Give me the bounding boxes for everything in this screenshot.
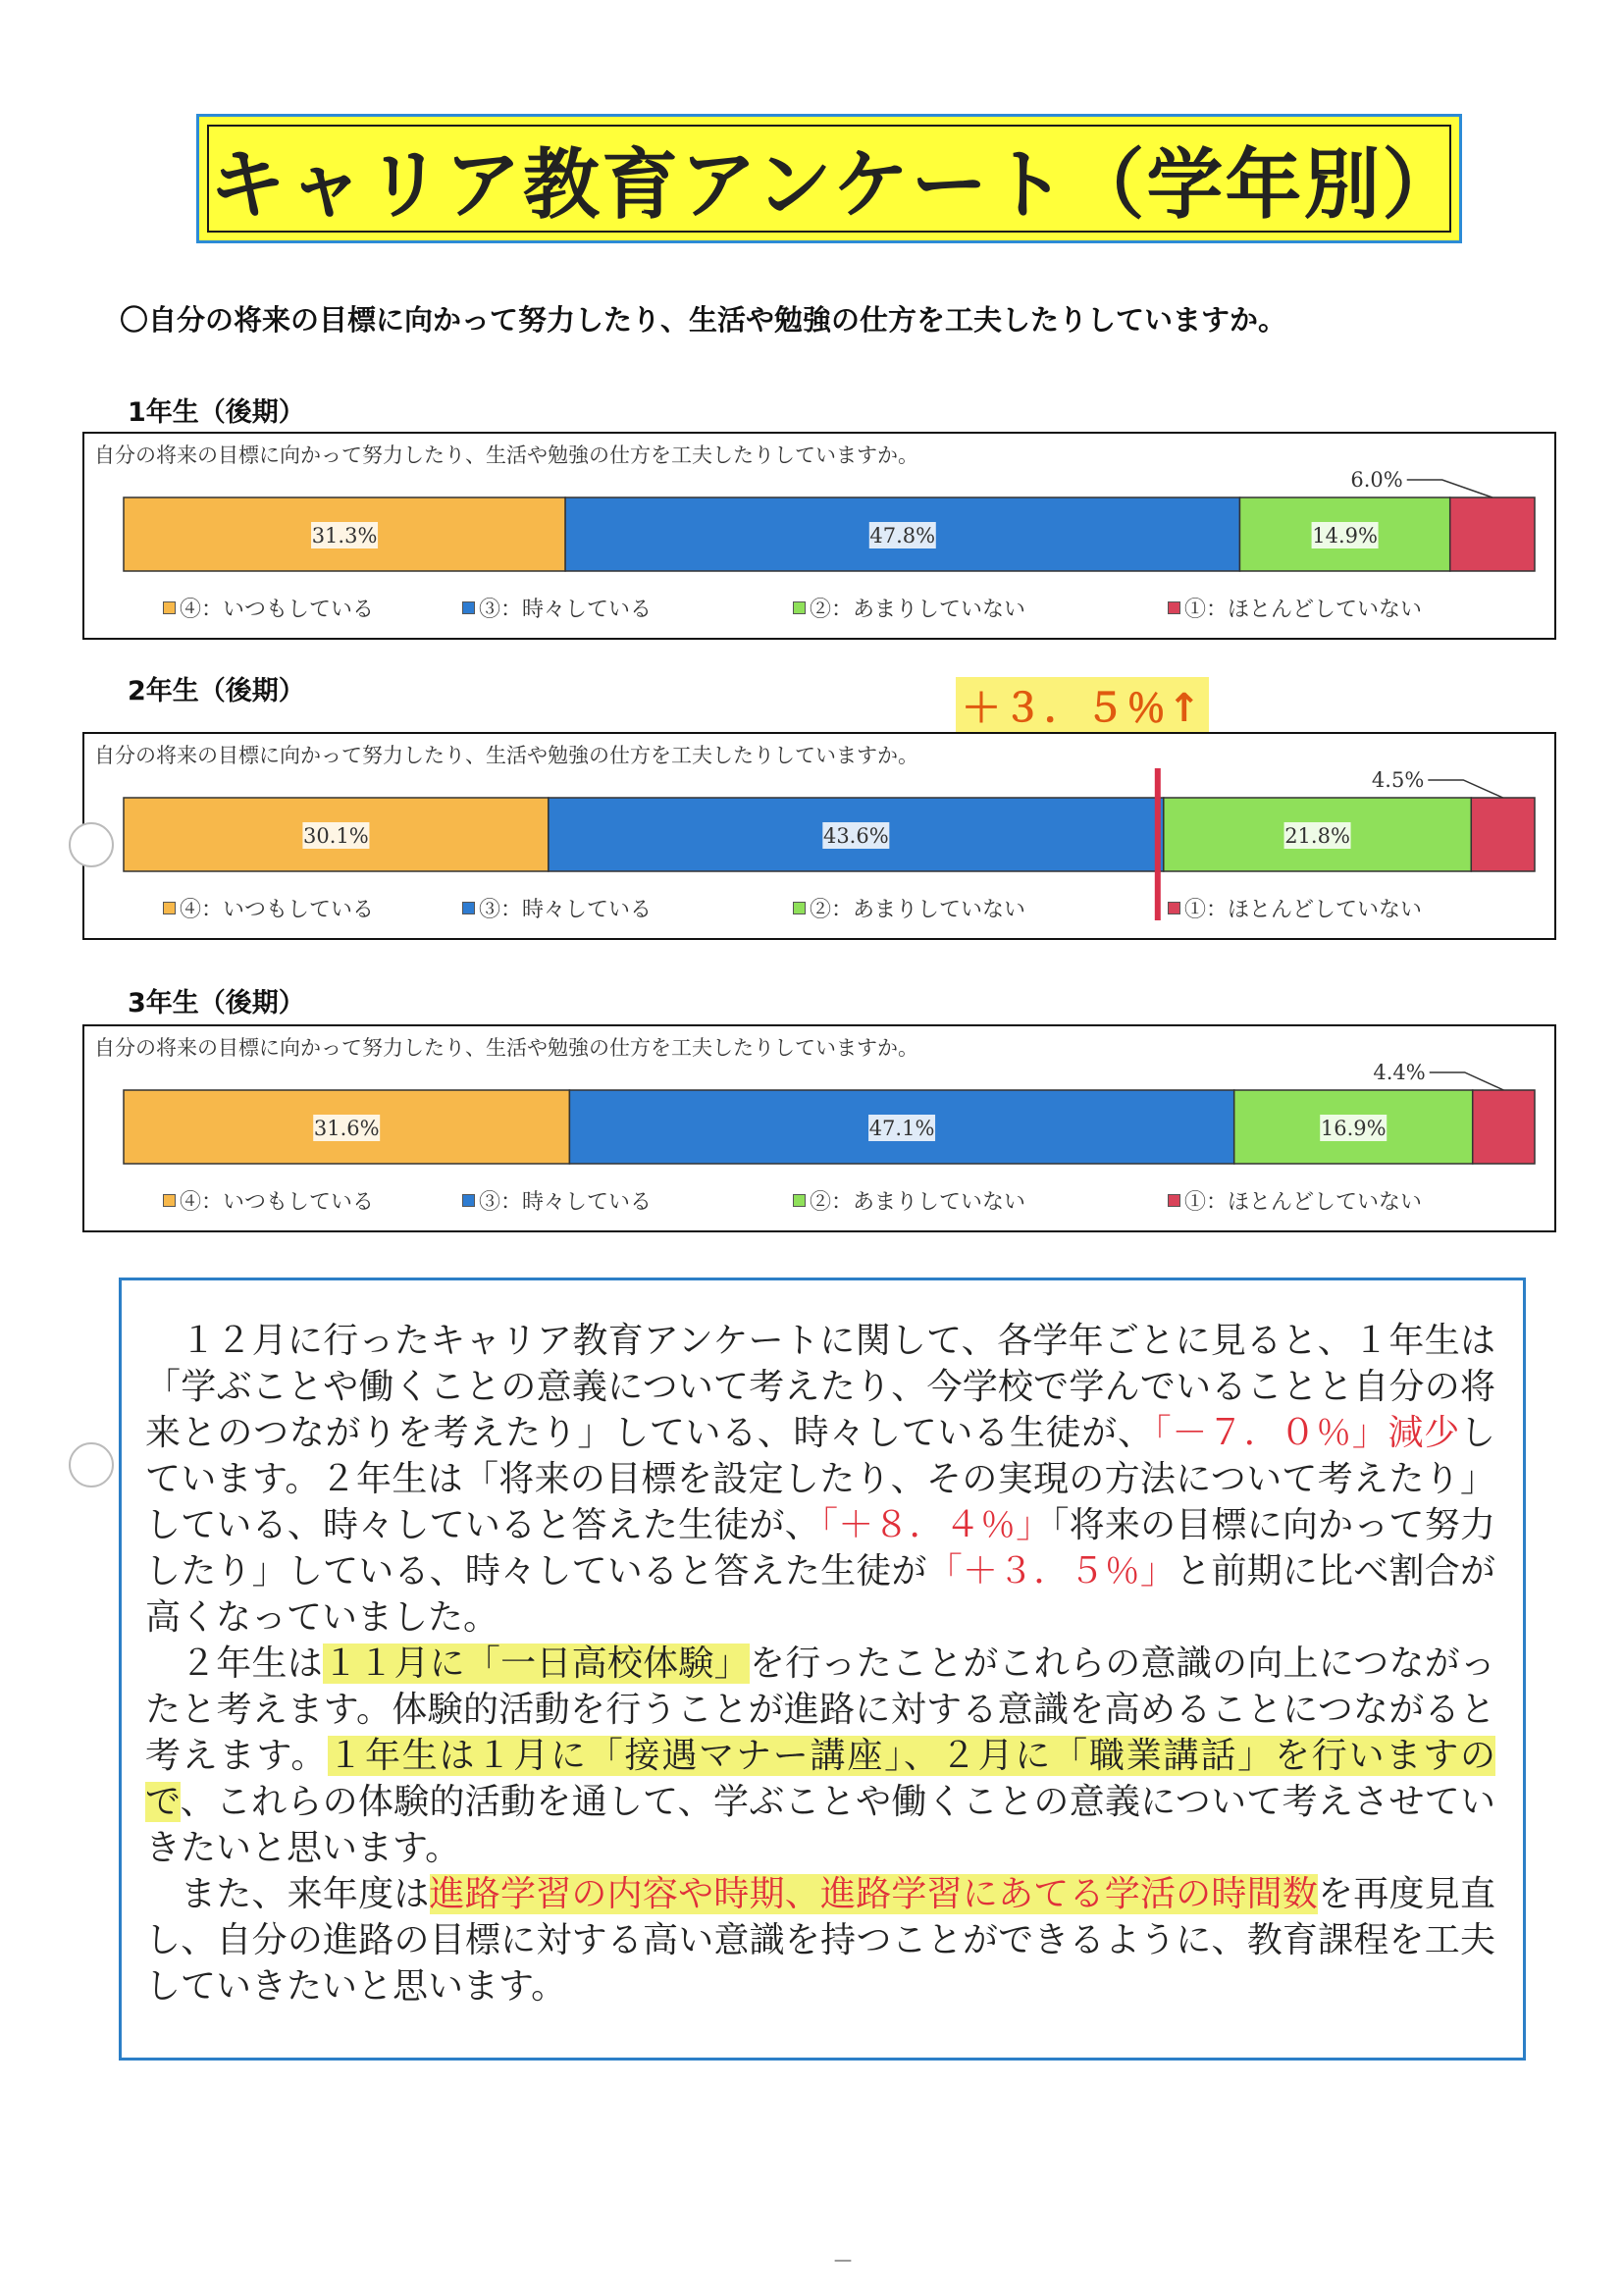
legend-label: ④：いつもしている [180, 598, 375, 622]
leader-line [1428, 780, 1502, 798]
chart-grade-1 [82, 432, 1556, 640]
body-text: しています。２年生は「将来の目標を設定したり、その実現の方法について考えたり」している、時々していると答えた生徒が、 [145, 1413, 1495, 1545]
legend-label: ④：いつもしている [180, 1190, 375, 1215]
chart-title: 自分の将来の目標に向かって努力したり、生活や勉強の仕方を工夫したりしていますか。 [94, 1036, 918, 1060]
legend-swatch [462, 902, 475, 914]
leader-line [1407, 480, 1492, 497]
data-label: 21.8% [1284, 824, 1350, 848]
survey-question: 〇自分の将来の目標に向かって努力したり、生活や勉強の仕方を工夫したりしていますか。 [120, 303, 1287, 337]
legend-item [1168, 593, 1422, 623]
legend-item [462, 1185, 652, 1216]
legend-label: ①：ほとんどしていない [1184, 1190, 1423, 1215]
data-label: 4.5% [1371, 768, 1425, 792]
chart-grade-2 [82, 732, 1556, 940]
commentary-paragraph [145, 1641, 1495, 1871]
legend-swatch [163, 1194, 176, 1207]
highlighted-text: １１月に「一日高校体験」 [322, 1644, 750, 1684]
data-label: 31.3% [311, 524, 378, 548]
legend-swatch [793, 601, 806, 614]
chart-grade-3 [82, 1024, 1556, 1232]
legend-label: ②：あまりしていない [810, 598, 1026, 622]
punch-hole [69, 1442, 114, 1487]
highlighted-text: １年生は１月に「接遇マナー講座」、２月に「職業講話」を行いますので [145, 1736, 1495, 1822]
legend-item [163, 893, 374, 923]
chart-title: 自分の将来の目標に向かって努力したり、生活や勉強の仕方を工夫したりしていますか。 [94, 744, 918, 767]
legend-swatch [1168, 902, 1180, 914]
chart-title: 自分の将来の目標に向かって努力したり、生活や勉強の仕方を工夫したりしていますか。 [94, 444, 918, 467]
legend-item [163, 593, 374, 623]
body-text: 「将来の目標に向かって努力したり」している、時々していると答えた生徒が [145, 1505, 1495, 1592]
body-text: ２年生は [181, 1644, 323, 1684]
legend-swatch [163, 601, 176, 614]
commentary-box [119, 1278, 1526, 2061]
bar-segment [1471, 798, 1535, 871]
body-text: を再度見直し、自分の進路の目標に対する高い意識を持つことができるように、教育課程を工夫していきたいと思います。 [145, 1874, 1495, 2007]
body-text: １２月に行ったキャリア教育アンケートに関して、各学年ごとに見ると、１年生は「学ぶことや働くことの意義について考えたり、今学校で学んでいることと自分の将来とのつながりを考えたり」している、時々している生徒が、 [145, 1321, 1495, 1453]
data-label: 47.1% [868, 1117, 935, 1140]
data-label: 14.9% [1312, 524, 1378, 548]
legend-label: ②：あまりしていない [810, 1190, 1026, 1215]
data-label: 4.4% [1373, 1061, 1426, 1084]
commentary-paragraph [145, 1871, 1495, 2009]
highlighted-text: 「＋３．５％」 [926, 1551, 1177, 1592]
legend-item [793, 593, 1025, 623]
legend-item [793, 893, 1025, 923]
legend-swatch [1168, 1194, 1180, 1207]
legend-item [793, 1185, 1025, 1216]
legend-item [1168, 893, 1422, 923]
legend-swatch [793, 902, 806, 914]
legend [84, 593, 1554, 622]
data-label: 31.6% [313, 1117, 380, 1140]
legend-label: ①：ほとんどしていない [1184, 898, 1423, 922]
legend-item [1168, 1185, 1422, 1216]
data-label: 43.6% [822, 824, 889, 848]
body-text: また、来年度は [181, 1874, 430, 1914]
legend-swatch [163, 902, 176, 914]
grade-1-label: 1年生（後期） [128, 397, 305, 428]
grade-2-label: 2年生（後期） [128, 676, 305, 706]
data-label: 30.1% [303, 824, 369, 848]
legend [84, 893, 1554, 922]
highlighted-text: 進路学習の内容や時期、進路学習にあてる学活の時間数 [429, 1874, 1319, 1914]
legend-label: ③：時々している [479, 598, 653, 622]
legend-label: ②：あまりしていない [810, 898, 1026, 922]
delta-annotation: ＋３．５％↑ [956, 677, 1209, 733]
data-label: 16.9% [1320, 1117, 1387, 1140]
commentary-paragraph [145, 1318, 1495, 1641]
bar-segment [1450, 497, 1535, 571]
data-label: 47.8% [869, 524, 936, 548]
leader-line [1430, 1072, 1504, 1090]
legend-label: ①：ほとんどしていない [1184, 598, 1423, 622]
commentary-text [145, 1318, 1495, 2009]
title-box [196, 114, 1462, 243]
legend-swatch [462, 601, 475, 614]
legend-item [462, 593, 652, 623]
data-label: 6.0% [1350, 468, 1403, 492]
bar-segment [1473, 1090, 1535, 1164]
highlighted-text: 「－７．０％」減少 [1153, 1413, 1460, 1453]
legend-swatch [793, 1194, 806, 1207]
legend-swatch [462, 1194, 475, 1207]
body-text: 、これらの体験的活動を通して、学ぶことや働くことの意義について考えさせていきたいと思います。 [145, 1782, 1496, 1868]
page-title: キャリア教育アンケート（学年別） [207, 125, 1451, 233]
legend-item [462, 893, 652, 923]
legend-item [163, 1185, 374, 1216]
legend-label: ③：時々している [479, 1190, 653, 1215]
punch-hole [69, 822, 114, 867]
body-text: を行ったことがこれらの意識の向上につながったと考えます。体験的活動を行うことが進路に対する意識を高めることにつながると考えます。 [145, 1644, 1495, 1776]
page-number: － [832, 2250, 855, 2274]
highlighted-text: 「＋８．４％」 [819, 1505, 1052, 1545]
grade-3-label: 3年生（後期） [128, 988, 305, 1018]
legend-label: ③：時々している [479, 898, 653, 922]
legend [84, 1185, 1554, 1215]
legend-swatch [1168, 601, 1180, 614]
body-text: と前期に比べ割合が高くなっていました。 [145, 1551, 1495, 1638]
legend-label: ④：いつもしている [180, 898, 375, 922]
